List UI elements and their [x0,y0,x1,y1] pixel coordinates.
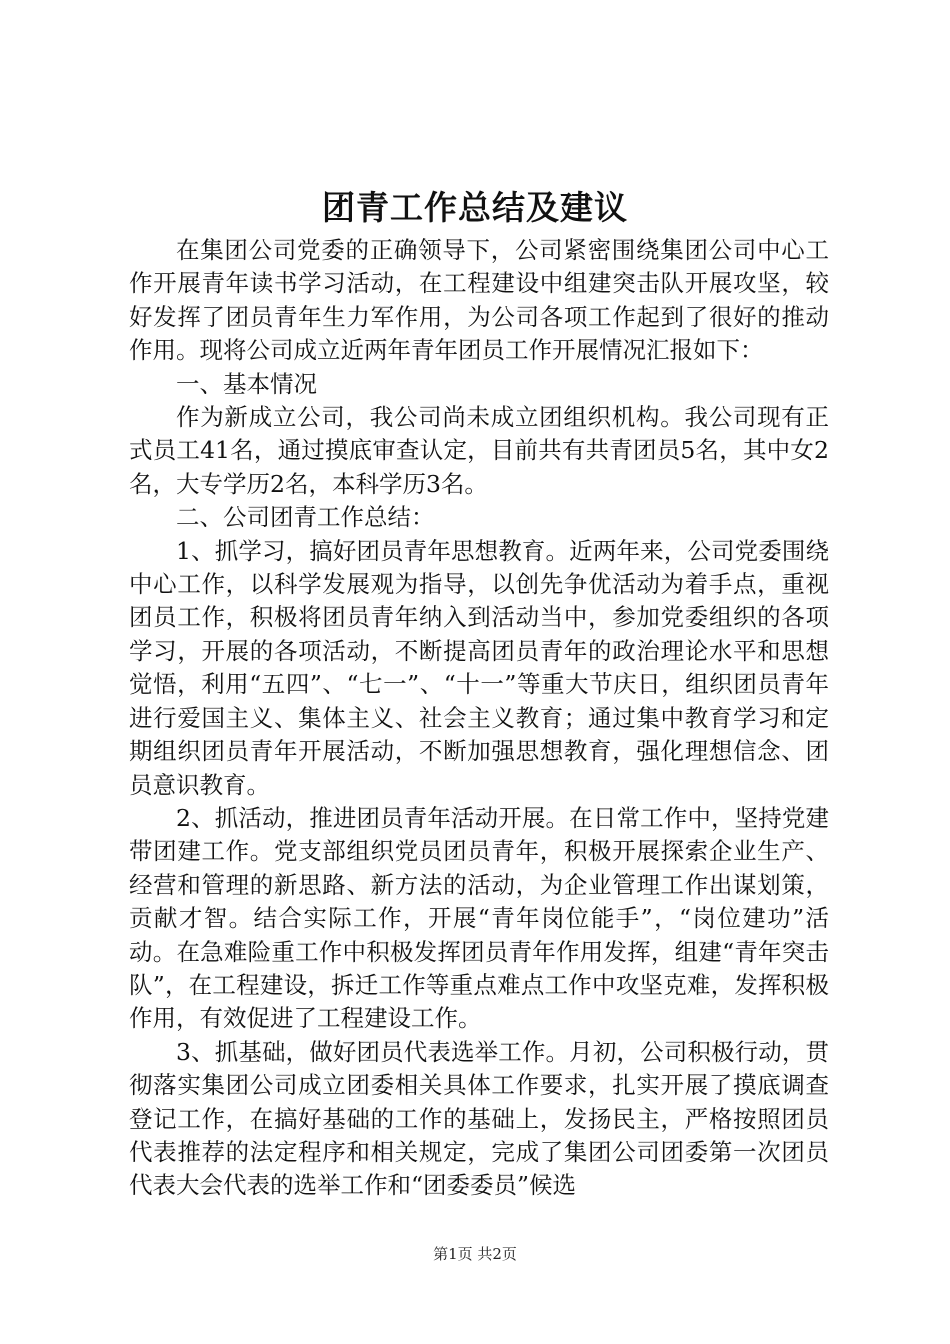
paragraph-basic-situation: 作为新成立公司，我公司尚未成立团组织机构。我公司现有正式员工41名，通过摸底审查认定，目前共有共青团员5名，其中女2名，大专学历2名，本科学历3名。 [129,403,829,498]
document-body [129,234,829,1203]
document-title: 团青工作总结及建议 [322,188,628,227]
paragraph-item-1-study: 1、抓学习，搞好团员青年思想教育。近两年来，公司党委围绕中心工作，以科学发展观为指导，以创先争优活动为着手点，重视团员工作，积极将团员青年纳入到活动当中，参加党委组织的各项学习，开展的各项活动，不断提高团员青年的政治理论水平和思想觉悟，利用“五四”、“七一”、“十一”等重大节庆日，组织团员青年进行爱国主义、集体主义、社会主义教育；通过集中教育学习和定期组织团员青年开展活动，不断加强思想教育，强化理想信念、团员意识教育。 [129,536,829,799]
page-number-footer: 第1页 共2页 [433,1245,517,1263]
paragraph-intro: 在集团公司党委的正确领导下，公司紧密围绕集团公司中心工作开展青年读书学习活动，在工程建设中组建突击队开展攻坚，较好发挥了团员青年生力军作用，为公司各项工作起到了很好的推动作用。现将公司成立近两年青年团员工作开展情况汇报如下： [129,236,829,365]
heading-basic-situation: 一、基本情况 [176,369,317,398]
heading-work-summary: 二、公司团青工作总结： [176,503,435,532]
paragraph-item-2-activities: 2、抓活动，推进团员青年活动开展。在日常工作中，坚持党建带团建工作。党支部组织党员团员青年，积极开展探索企业生产、经营和管理的新思路、新方法的活动，为企业管理工作出谋划策，贡献才智。结合实际工作，开展“青年岗位能手”，“岗位建功”活动。在急难险重工作中积极发挥团员青年作用发挥，组建“青年突击队”，在工程建设，拆迁工作等重点难点工作中攻坚克难，发挥积极作用，有效促进了工程建设工作。 [129,803,829,1033]
paragraph-item-3-foundation: 3、抓基础，做好团员代表选举工作。月初，公司积极行动，贯彻落实集团公司成立团委相关具体工作要求，扎实开展了摸底调查登记工作，在搞好基础的工作的基础上，发扬民主，严格按照团员代表推荐的法定程序和相关规定，完成了集团公司团委第一次团员代表大会代表的选举工作和“团委委员”候选 [129,1037,829,1200]
